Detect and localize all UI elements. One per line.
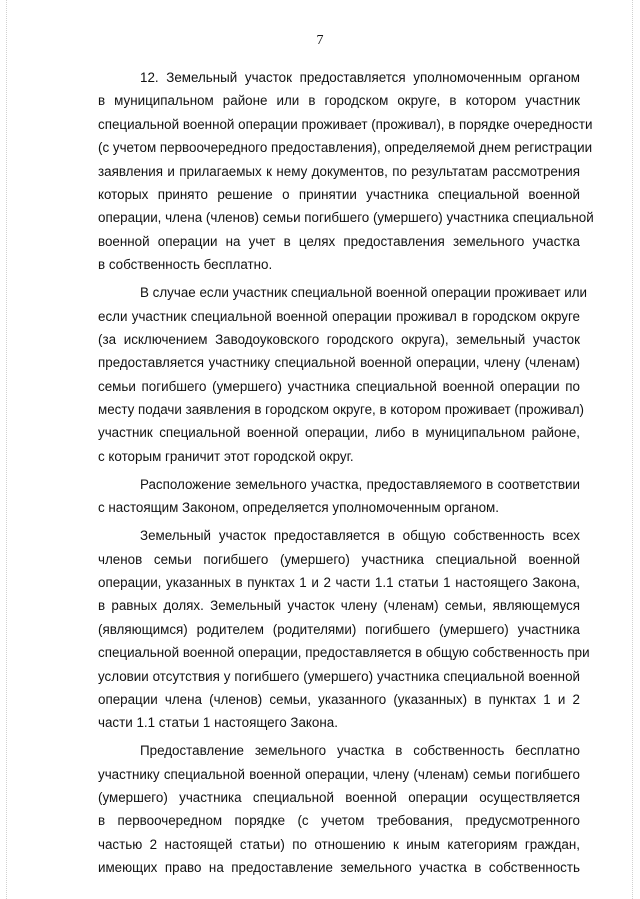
text-line: в муниципальном районе или в городском округе, в котором участник xyxy=(98,93,580,109)
text-line: в первоочередном порядке (с учетом требования, предусмотренного xyxy=(98,813,580,829)
text-line: 12. Земельный участок предоставляется уполномоченным органом xyxy=(140,70,580,85)
text-line: (являющимся) родителем (родителями) погибшего (умершего) участника xyxy=(98,621,580,637)
text-line: операции, указанных в пунктах 1 и 2 части 1.1 статьи 1 настоящего Закона, xyxy=(98,574,580,590)
page-number: 7 xyxy=(316,33,324,48)
text-line: участник специальной военной операции, либо в муниципальном районе, xyxy=(98,425,580,441)
text-line: Земельный участок предоставляется в общую собственность всех xyxy=(140,528,580,544)
text-line: (с учетом первоочередного предоставления), определяемой днем регистрации xyxy=(98,140,593,156)
text-line: Предоставление земельного участка в собственность бесплатно xyxy=(140,743,580,759)
text-line: заявления и прилагаемых к нему документов, по результатам рассмотрения xyxy=(98,163,580,179)
text-line: (за исключением Заводоуковского городского округа), земельный участок xyxy=(98,331,580,347)
paragraph-city-district xyxy=(98,281,587,468)
text-line: участнику специальной военной операции, члену (членам) семьи погибшего xyxy=(98,766,580,782)
scan-edge-left xyxy=(6,0,7,899)
text-line: специальной военной операции, предоставляется в общую собственность при xyxy=(98,645,590,661)
paragraph-item-12 xyxy=(98,66,594,277)
paragraph-common-ownership xyxy=(98,524,590,735)
text-line: Расположение земельного участка, предоставляемого в соответствии xyxy=(140,476,580,492)
text-line: которых принято решение о принятии участника специальной военной xyxy=(98,186,580,202)
text-line: в равных долях. Земельный участок члену (членам) семьи, являющемуся xyxy=(98,598,580,614)
text-line: военной операции на учет в целях предоставления земельного участка xyxy=(98,233,580,249)
scan-edge-right xyxy=(632,0,633,899)
text-line: в собственность бесплатно. xyxy=(98,257,273,273)
text-line: имеющих право на предоставление земельного участка в собственность xyxy=(98,860,580,876)
text-line: с которым граничит этот городской округ. xyxy=(98,448,354,464)
text-line: семьи погибшего (умершего) участника специальной военной операции по xyxy=(98,378,580,394)
text-line: В случае если участник специальной военной операции проживает или xyxy=(140,285,587,301)
paragraph-priority xyxy=(98,739,580,879)
text-line: частью 2 настоящей статьи) по отношению к иным категориям граждан, xyxy=(98,836,580,852)
text-line: операции, члена (членов) семьи погибшего (умершего) участника специальной xyxy=(98,210,594,226)
text-line: месту подачи заявления в городском округе, в котором проживает (проживал) xyxy=(98,402,585,418)
text-line: если участник специальной военной операции проживал в городском округе xyxy=(98,308,580,324)
text-line: предоставляется участнику специальной военной операции, члену (членам) xyxy=(98,355,580,371)
text-line: (умершего) участника специальной военной операции осуществляется xyxy=(98,790,580,806)
text-line: специальной военной операции проживает (проживал), в порядке очередности xyxy=(98,116,593,132)
paragraph-location xyxy=(98,473,580,520)
text-line: условии отсутствия у погибшего (умершего) участника специальной военной xyxy=(98,668,580,684)
text-line: членов семьи погибшего (умершего) участника специальной военной xyxy=(98,551,580,567)
document-body xyxy=(98,66,594,880)
text-line: операции члена (членов) семьи, указанного (указанных) в пунктах 1 и 2 xyxy=(98,691,580,707)
text-line: с настоящим Законом, определяется уполномоченным органом. xyxy=(98,500,499,516)
text-line: части 1.1 статьи 1 настоящего Закона. xyxy=(98,715,338,731)
